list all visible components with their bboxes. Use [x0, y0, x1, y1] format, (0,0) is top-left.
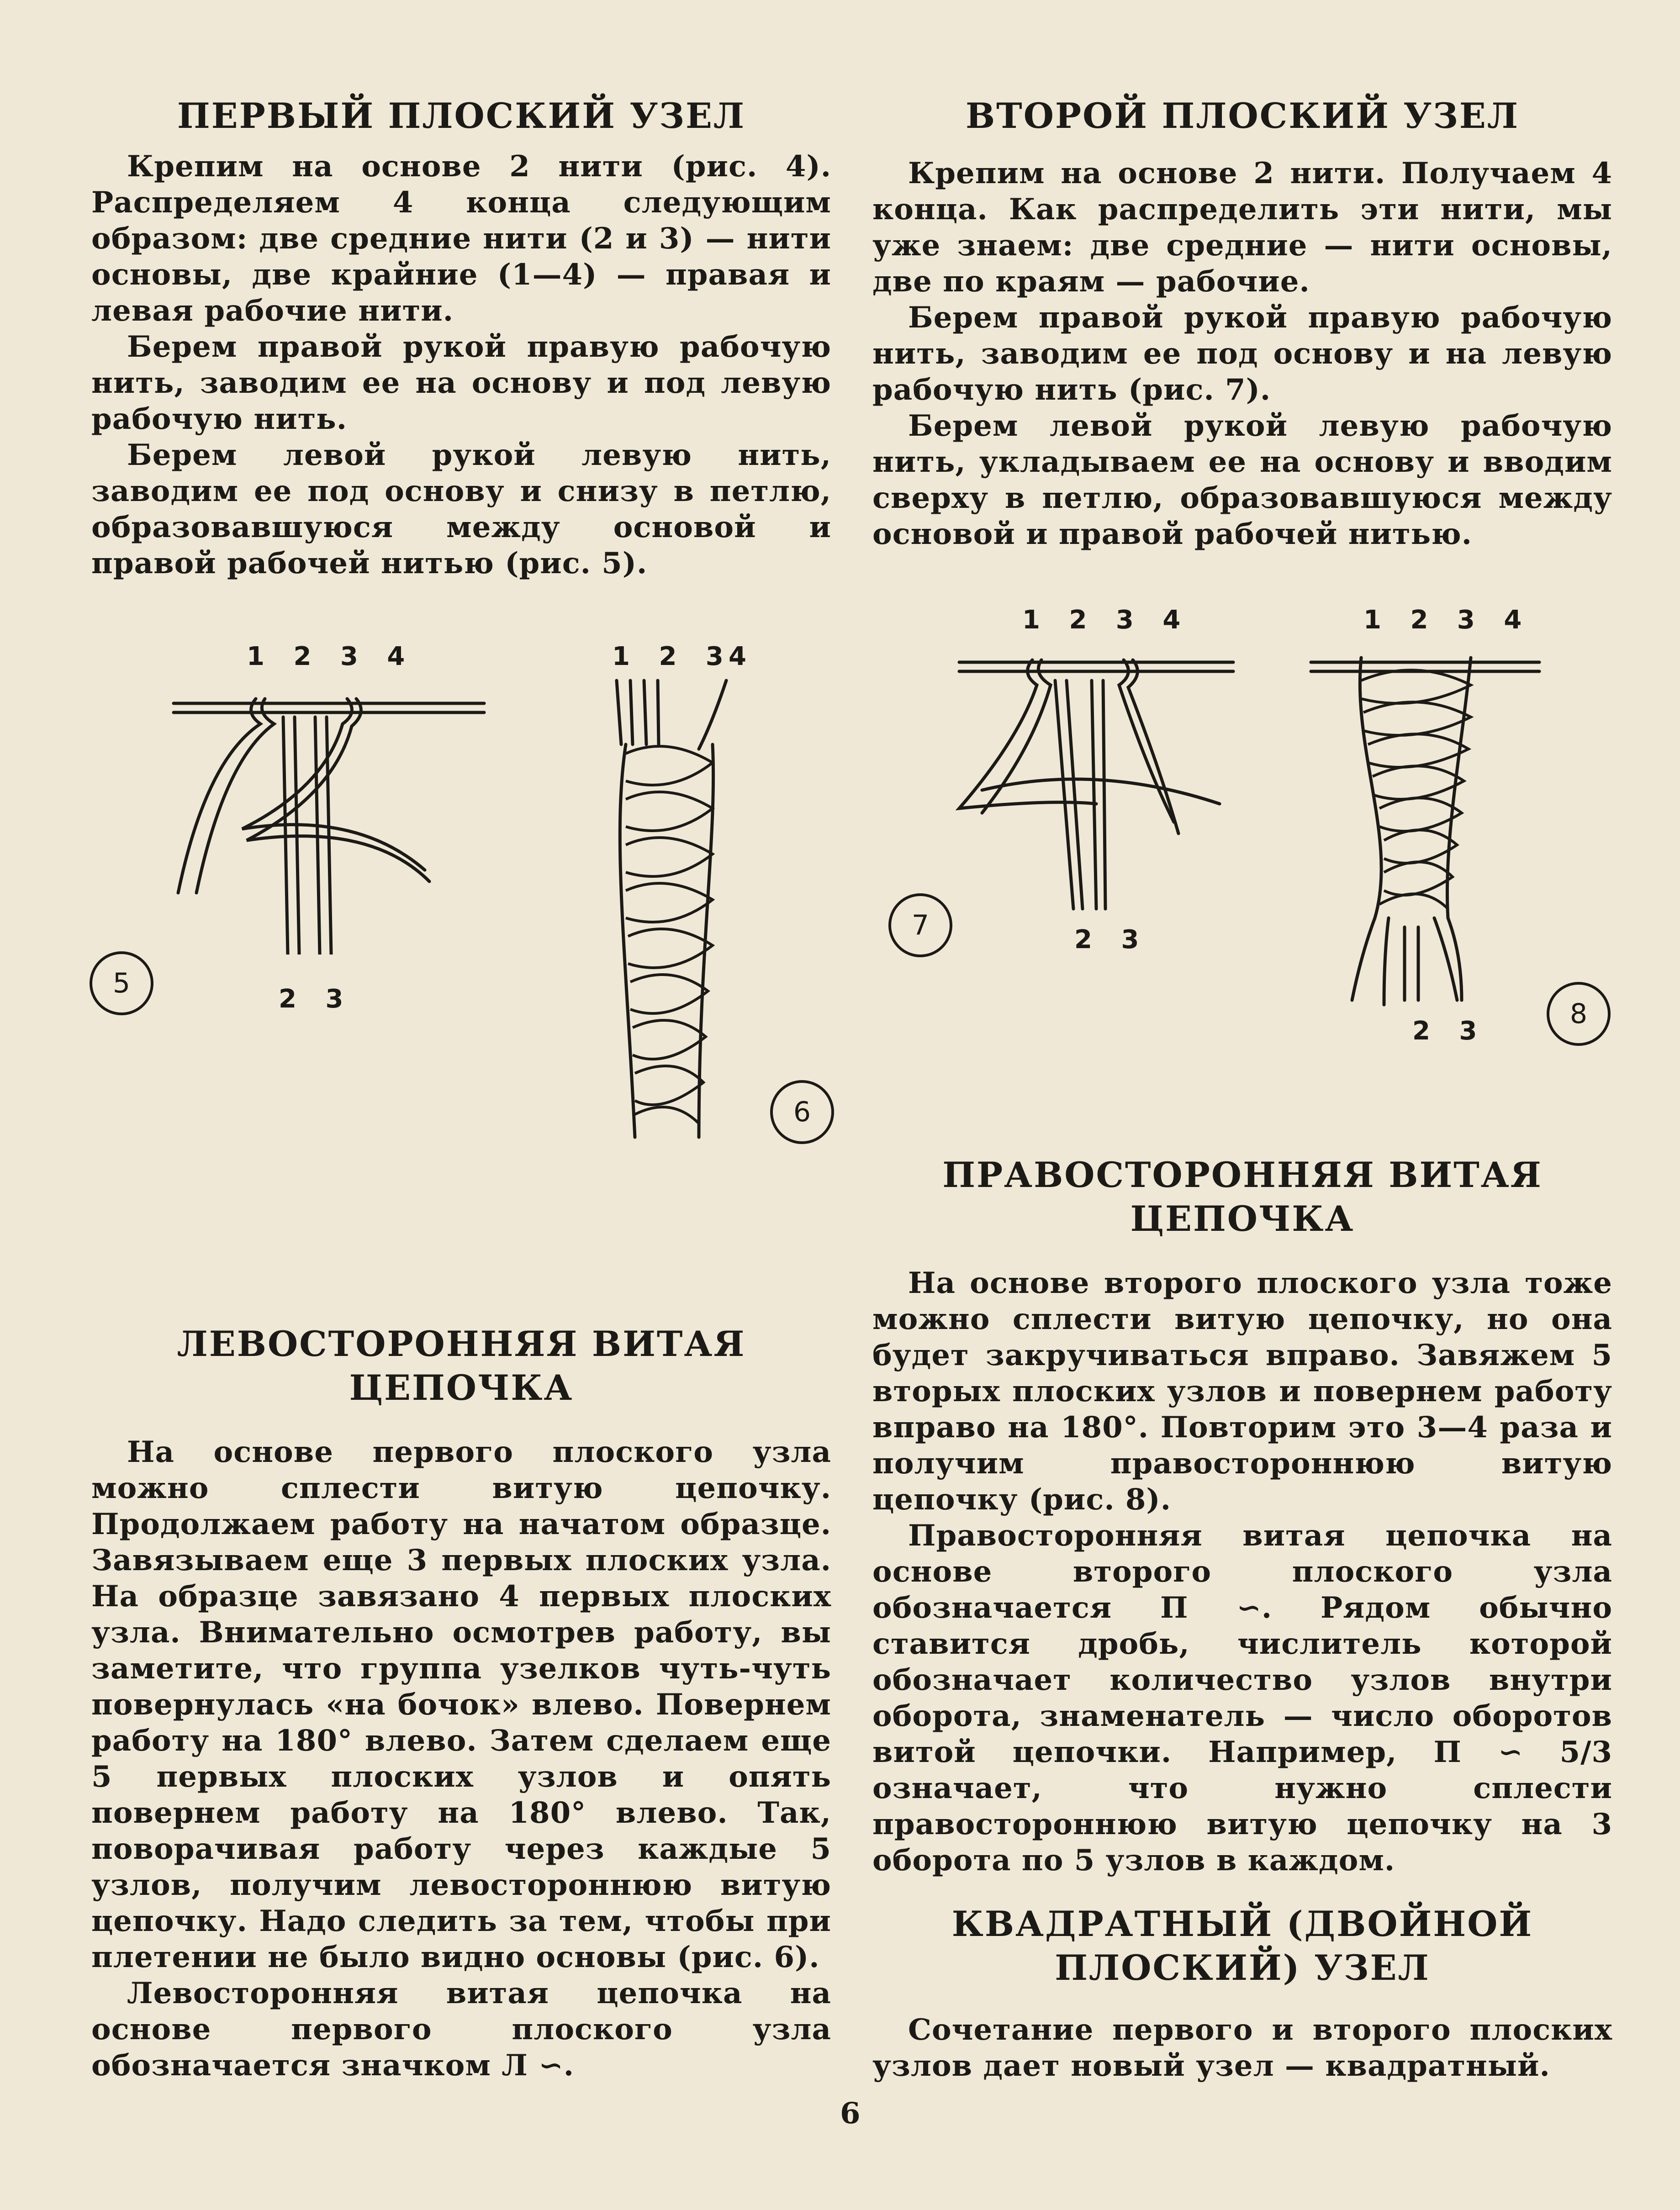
title-line: ЦЕПОЧКА	[1130, 1198, 1355, 1239]
fig6-top-labels-b: 4	[729, 642, 756, 671]
fig5-top-labels: 1 2 3 4	[247, 642, 415, 671]
paragraph: Крепим на основе 2 нити. Получаем 4 конца. Как распределить эти нити, мы уже знаем: две средние — нити основы, две по краям — рабочие.	[872, 156, 1612, 299]
paragraph: На основе второго плоского узла тоже можно сплести витую цепочку, но она будет закручиваться вправо. Завяжем 5 вторых плоских узлов и повернем работу вправо на 180°. Повторим это 3—4 раза и получим правостороннюю витую цепочку (рис. 8).	[872, 1266, 1612, 1517]
title-line: КВАДРАТНЫЙ (ДВОЙНОЙ	[951, 1904, 1533, 1944]
right-twisted-chain-text	[872, 1265, 1612, 1878]
paragraph: Берем правой рукой правую рабочую нить, заводим ее на основу и под левую рабочую нить.	[91, 330, 831, 436]
section-title-right-twisted-chain	[872, 1153, 1612, 1241]
fig7-number: 7	[888, 893, 952, 957]
paragraph: Сочетание первого и второго плоских узлов дает новый узел — квадратный.	[872, 2013, 1612, 2083]
title-line: ЦЕПОЧКА	[349, 1367, 574, 1408]
section-title-second-flat-knot: ВТОРОЙ ПЛОСКИЙ УЗЕЛ	[965, 95, 1520, 136]
fig5-flat-knot-illustration	[164, 671, 493, 955]
fig8-number: 8	[1547, 982, 1611, 1046]
paragraph: Берем левой рукой левую нить, заводим ее под основу и снизу в петлю, образовавшуюся между основой и правой рабочей нитью (рис. 5).	[91, 438, 831, 580]
fig8-bottom-labels: 2 3	[1412, 1016, 1487, 1046]
fig6-number: 6	[770, 1080, 834, 1144]
paragraph: Крепим на основе 2 нити (рис. 4). Распределяем 4 конца следующим образом: две средние нити (2 и 3) — нити основы, две крайние (1—4) — правая и левая рабочие нити.	[91, 149, 831, 328]
fig5-number: 5	[90, 951, 153, 1015]
square-knot-text	[872, 2012, 1612, 2084]
fig6-left-twisted-chain-illustration	[608, 676, 763, 1142]
fig6-top-labels-a: 1 2 3	[612, 642, 734, 671]
section-title-left-twisted-chain	[91, 1322, 831, 1410]
section-title-square-knot	[872, 1902, 1612, 1990]
second-flat-knot-text	[872, 155, 1612, 552]
first-flat-knot-text	[91, 148, 831, 581]
fig7-top-labels: 1 2 3 4	[1022, 605, 1191, 635]
fig7-bottom-labels: 2 3	[1074, 925, 1149, 955]
fig8-right-twisted-chain-illustration	[1306, 635, 1544, 1014]
title-line: ЛЕВОСТОРОННЯЯ ВИТАЯ	[177, 1324, 746, 1364]
fig8-top-labels: 1 2 3 4	[1363, 605, 1532, 635]
paragraph: Левосторонняя витая цепочка на основе первого плоского узла обозначается значком Л ∽.	[91, 1976, 831, 2083]
paragraph: Берем правой рукой правую рабочую нить, заводим ее под основу и на левую рабочую нить (рис. 7).	[872, 301, 1612, 407]
paragraph: Берем левой рукой левую рабочую нить, укладываем ее на основу и вводим сверху в петлю, образовавшуюся между основой и правой рабочей нитью.	[872, 409, 1612, 551]
fig5-bottom-labels: 2 3	[279, 984, 354, 1014]
left-twisted-chain-text	[91, 1434, 831, 2083]
title-line: ПРАВОСТОРОННЯЯ ВИТАЯ	[942, 1155, 1543, 1195]
fig7-flat-knot-illustration	[955, 635, 1238, 918]
section-title-first-flat-knot: ПЕРВЫЙ ПЛОСКИЙ УЗЕЛ	[177, 95, 746, 136]
title-line: ПЛОСКИЙ) УЗЕЛ	[1055, 1947, 1430, 1988]
page-number: 6	[840, 2096, 861, 2131]
paragraph: На основе первого плоского узла можно сплести витую цепочку. Продолжаем работу на начатом образце. Завязываем еще 3 первых плоских узла. На образце завязано 4 первых плоских узла. Внимательно осмотрев работу, вы заметите, что группа узелков чуть-чуть повернулась «на бочок» влево. Повернем работу на 180° влево. Затем сделаем еще 5 первых плоских узлов и опять повернем работу на 180° влево. Так, поворачивая работу через каждые 5 узлов, получим левостороннюю витую цепочку. Надо следить за тем, чтобы при плетении не было видно основы (рис. 6).	[91, 1435, 831, 1974]
paragraph: Правосторонняя витая цепочка на основе второго плоского узла обозначается П ∽. Рядом обычно ставится дробь, числитель которой обозначает количество узлов внутри оборота, знаменатель — число оборотов витой цепочки. Например, П ∽ 5/3 означает, что нужно сплести правостороннюю витую цепочку на 3 оборота по 5 узлов в каждом.	[872, 1519, 1612, 1878]
